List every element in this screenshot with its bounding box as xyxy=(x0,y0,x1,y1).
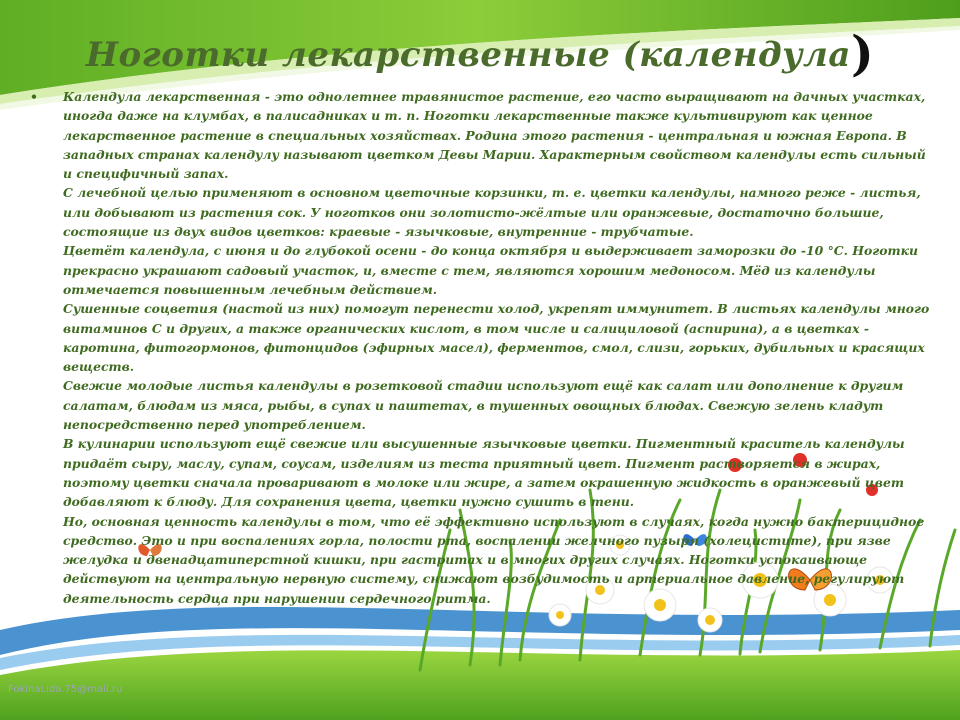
paragraph: Но, основная ценность календулы в том, что её эффективно используют в случаях, когда нужно бактерицидное средство. Это и при воспалениях горла, полости рта, воспалении желчного пузыря (холецистите), при язве желудка и двенадцатиперстной кишки, при гастритах и в многих других случаях. Ноготки успокаивающе действуют на центральную нервную систему, снижают возбудимость и артериальное давление, регулируют деятельность сердца при нарушении сердечного ритма. xyxy=(63,513,925,606)
title-closing-paren: ) xyxy=(850,26,875,82)
title-text: Ноготки лекарственные (календула xyxy=(85,35,851,75)
paragraph: С лечебной целью применяют в основном цветочные корзинки, т. е. цветки календулы, намного реже - листья, или добывают из растения сок. У ноготков они золотисто-жёлтые или оранжевые, достаточно большие, состоящие из двух видов цветков: краевые - язычковые, внутренние - трубчатые. xyxy=(63,185,921,240)
paragraph: Свежие молодые листья календулы в розетковой стадии используют ещё как салат или дополнение к другим салатам, блюдам из мяса, рыбы, в супах и паштетах, в тушенных овощных блюдах. Свежую зелень кладут непосредственно перед употреблением. xyxy=(63,378,904,433)
paragraph: В кулинарии используют ещё свежие или высушенные язычковые цветки. Пигментный краситель календулы придаёт сыру, маслу, супам, соусам, изделиям из теста приятный цвет. Пигмент растворяется в жирах, поэтому цветки сначала проваривают в молоке или жире, а затем окрашенную жидкость в оранжевый цвет добавляют к блюду. Для сохранения цвета, цветки нужно сушить в тени. xyxy=(63,436,905,510)
bullet-point: • xyxy=(30,89,38,104)
watermark: FokinaLida.75@mail.ru xyxy=(8,684,123,695)
slide-title xyxy=(0,22,960,82)
paragraph: Сушенные соцветия (настой из них) помогут перенести холод, укрепят иммунитет. В листьях календулы много витаминов С и других, а также органических кислот, в том числе и салициловой (аспирина), а в цветках - каротина, фитогормонов, фитонцидов (эфирных масел), ферментов, смол, слизи, горьких, дубильных и красящих веществ. xyxy=(63,301,930,375)
paragraph: Календула лекарственная - это однолетнее травянистое растение, его часто выращивают на дачных участках, иногда даже на клумбах, в палисадниках и т. п. Ноготки лекарственные также культивируют как ценное лекарственное растение в специальных хозяйствах. Родина этого растения - центральная и южная Европа. В западных странах календулу называют цветком Девы Марии. Характерным свойством календулы есть сильный и специфичный запах. xyxy=(63,89,926,182)
paragraph: Цветёт календула, с июня и до глубокой осени - до конца октября и выдерживает заморозки до -10 °С. Ноготки прекрасно украшают садовый участок, и, вместе с тем, являются хорошим медоносом. Мёд из календулы отмечается повышенным лечебным действием. xyxy=(63,243,918,297)
body-text xyxy=(30,87,930,608)
